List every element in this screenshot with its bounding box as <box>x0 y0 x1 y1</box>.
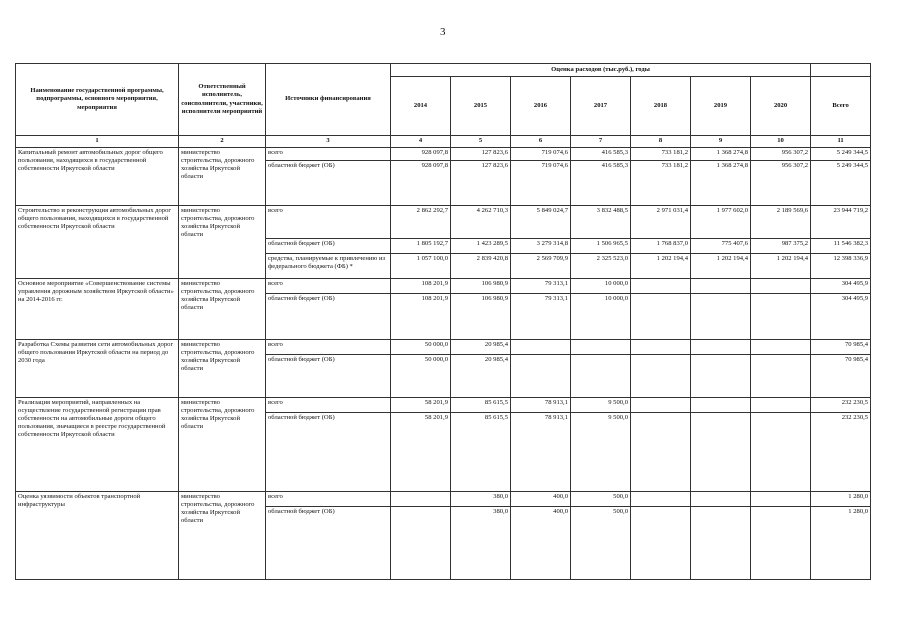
header-year: 2018 <box>631 77 691 136</box>
year-value: 85 615,5 <box>451 413 511 492</box>
total-value: 11 546 382,3 <box>811 239 871 254</box>
year-value: 78 913,1 <box>511 413 571 492</box>
year-value <box>571 340 631 355</box>
header-total: Всего <box>811 77 871 136</box>
header-year: 2020 <box>751 77 811 136</box>
year-value <box>631 340 691 355</box>
column-number: 9 <box>691 136 751 148</box>
total-value: 304 495,9 <box>811 294 871 340</box>
column-number: 11 <box>811 136 871 148</box>
year-value <box>691 507 751 580</box>
table-row <box>16 340 871 355</box>
funding-source: всего <box>266 492 391 507</box>
funding-source: областной бюджет (ОБ) <box>266 239 391 254</box>
column-number: 8 <box>631 136 691 148</box>
budget-table <box>15 63 871 580</box>
year-value <box>571 355 631 398</box>
total-value: 70 985,4 <box>811 340 871 355</box>
table-row <box>16 492 871 507</box>
column-number: 6 <box>511 136 571 148</box>
funding-source: всего <box>266 148 391 161</box>
table-row <box>16 206 871 239</box>
year-value: 20 985,4 <box>451 355 511 398</box>
year-value: 108 201,9 <box>391 279 451 294</box>
activity-name: Основное мероприятие «Совершенствование системы управления дорожным хозяйством Иркутской области» на 2014-2016 гг. <box>16 279 179 340</box>
year-value: 1 202 194,4 <box>691 254 751 279</box>
header-sources: Источники финансирования <box>266 64 391 136</box>
header-year: 2017 <box>571 77 631 136</box>
year-value: 1 977 602,0 <box>691 206 751 239</box>
year-value: 50 000,0 <box>391 340 451 355</box>
year-value: 1 805 192,7 <box>391 239 451 254</box>
year-value: 79 313,1 <box>511 294 571 340</box>
year-value: 380,0 <box>451 492 511 507</box>
year-value: 9 500,0 <box>571 398 631 413</box>
year-value <box>751 340 811 355</box>
year-value: 2 325 523,0 <box>571 254 631 279</box>
year-value <box>631 413 691 492</box>
year-value <box>631 507 691 580</box>
year-value: 1 057 100,0 <box>391 254 451 279</box>
year-value: 956 307,2 <box>751 161 811 206</box>
year-value <box>691 355 751 398</box>
year-value <box>751 294 811 340</box>
year-value: 956 307,2 <box>751 148 811 161</box>
year-value <box>691 294 751 340</box>
year-value: 58 201,9 <box>391 413 451 492</box>
table-row <box>16 279 871 294</box>
activity-name: Капитальный ремонт автомобильных дорог общего пользования, находящихся в государственной собственности Иркутской области <box>16 148 179 206</box>
year-value: 1 202 194,4 <box>631 254 691 279</box>
total-value: 232 230,5 <box>811 413 871 492</box>
total-value: 1 280,0 <box>811 507 871 580</box>
year-value: 928 097,8 <box>391 148 451 161</box>
year-value: 1 423 289,5 <box>451 239 511 254</box>
year-value: 2 569 709,9 <box>511 254 571 279</box>
column-number: 7 <box>571 136 631 148</box>
header-estimate: Оценка расходов (тыс.руб.), годы <box>391 64 811 77</box>
funding-source: всего <box>266 340 391 355</box>
executor: министерство строительства, дорожного хозяйства Иркутской области <box>179 340 266 398</box>
year-value <box>631 355 691 398</box>
year-value: 1 368 274,8 <box>691 161 751 206</box>
year-value: 400,0 <box>511 492 571 507</box>
activity-name: Реализация мероприятий, направленных на осуществление государственной регистрации прав собственности на автомобильные дороги общего пользования, значащиеся в реестре государственной собственности Иркутской области <box>16 398 179 492</box>
year-value: 2 189 569,6 <box>751 206 811 239</box>
executor: министерство строительства, дорожного хозяйства Иркутской области <box>179 148 266 206</box>
table-row <box>16 398 871 413</box>
year-value <box>691 413 751 492</box>
year-value: 775 407,6 <box>691 239 751 254</box>
year-value: 2 971 031,4 <box>631 206 691 239</box>
year-value <box>391 507 451 580</box>
year-value <box>391 492 451 507</box>
funding-source: всего <box>266 279 391 294</box>
year-value: 106 980,9 <box>451 279 511 294</box>
year-value: 500,0 <box>571 492 631 507</box>
executor: министерство строительства, дорожного хозяйства Иркутской области <box>179 206 266 279</box>
total-value: 232 230,5 <box>811 398 871 413</box>
header-year: 2014 <box>391 77 451 136</box>
year-value: 2 839 420,8 <box>451 254 511 279</box>
year-value <box>631 492 691 507</box>
year-value: 733 181,2 <box>631 161 691 206</box>
year-value: 9 500,0 <box>571 413 631 492</box>
year-value: 79 313,1 <box>511 279 571 294</box>
column-number: 10 <box>751 136 811 148</box>
funding-source: областной бюджет (ОБ) <box>266 294 391 340</box>
column-number: 1 <box>16 136 179 148</box>
year-value <box>751 492 811 507</box>
header-year: 2019 <box>691 77 751 136</box>
year-value <box>631 294 691 340</box>
year-value: 10 000,0 <box>571 279 631 294</box>
table-row <box>16 148 871 161</box>
year-value: 4 262 710,3 <box>451 206 511 239</box>
total-value: 5 249 344,5 <box>811 161 871 206</box>
total-value: 304 495,9 <box>811 279 871 294</box>
year-value: 416 585,3 <box>571 161 631 206</box>
funding-source: областной бюджет (ОБ) <box>266 507 391 580</box>
year-value <box>751 355 811 398</box>
year-value: 719 074,6 <box>511 148 571 161</box>
year-value <box>691 340 751 355</box>
year-value: 1 202 194,4 <box>751 254 811 279</box>
column-number: 3 <box>266 136 391 148</box>
column-number: 5 <box>451 136 511 148</box>
year-value <box>691 279 751 294</box>
year-value: 1 768 837,0 <box>631 239 691 254</box>
total-value: 12 398 336,9 <box>811 254 871 279</box>
year-value: 10 000,0 <box>571 294 631 340</box>
header-blank <box>811 64 871 77</box>
year-value <box>751 507 811 580</box>
funding-source: всего <box>266 398 391 413</box>
year-value: 20 985,4 <box>451 340 511 355</box>
funding-source: областной бюджет (ОБ) <box>266 413 391 492</box>
year-value: 50 000,0 <box>391 355 451 398</box>
year-value <box>631 279 691 294</box>
header-year: 2015 <box>451 77 511 136</box>
funding-source: областной бюджет (ОБ) <box>266 161 391 206</box>
total-value: 1 280,0 <box>811 492 871 507</box>
year-value: 3 279 314,8 <box>511 239 571 254</box>
header-name: Наименование государственной программы, подпрограммы, основного мероприятия, мероприятия <box>16 64 179 136</box>
activity-name: Разработка Схемы развития сети автомобильных дорог общего пользования Иркутской области на период до 2030 года <box>16 340 179 398</box>
year-value: 1 506 965,5 <box>571 239 631 254</box>
year-value <box>751 413 811 492</box>
header-executor: Ответственный исполнитель, соисполнители, участники, исполнители мероприятий <box>179 64 266 136</box>
year-value: 987 375,2 <box>751 239 811 254</box>
year-value <box>751 279 811 294</box>
year-value: 58 201,9 <box>391 398 451 413</box>
year-value: 733 181,2 <box>631 148 691 161</box>
year-value <box>511 355 571 398</box>
funding-source: всего <box>266 206 391 239</box>
activity-name: Строительство и реконструкция автомобильных дорог общего пользования, находящихся в государственной собственности Иркутской области <box>16 206 179 279</box>
year-value: 127 823,6 <box>451 148 511 161</box>
year-value: 380,0 <box>451 507 511 580</box>
year-value: 108 201,9 <box>391 294 451 340</box>
funding-source: областной бюджет (ОБ) <box>266 355 391 398</box>
page-number: 3 <box>440 26 446 38</box>
activity-name: Оценка уязвимости объектов транспортной инфраструктуры <box>16 492 179 580</box>
year-value <box>751 398 811 413</box>
funding-source: средства, планируемые к привлечению из федерального бюджета (ФБ) * <box>266 254 391 279</box>
year-value: 78 913,1 <box>511 398 571 413</box>
total-value: 70 985,4 <box>811 355 871 398</box>
executor: министерство строительства, дорожного хозяйства Иркутской области <box>179 492 266 580</box>
total-value: 5 249 344,5 <box>811 148 871 161</box>
year-value: 5 849 024,7 <box>511 206 571 239</box>
year-value <box>691 398 751 413</box>
year-value: 2 862 292,7 <box>391 206 451 239</box>
column-number: 2 <box>179 136 266 148</box>
year-value: 1 368 274,8 <box>691 148 751 161</box>
year-value: 3 832 488,5 <box>571 206 631 239</box>
year-value: 85 615,5 <box>451 398 511 413</box>
year-value: 127 823,6 <box>451 161 511 206</box>
executor: министерство строительства, дорожного хозяйства Иркутской области <box>179 279 266 340</box>
header-year: 2016 <box>511 77 571 136</box>
year-value <box>631 398 691 413</box>
year-value: 719 074,6 <box>511 161 571 206</box>
column-number: 4 <box>391 136 451 148</box>
year-value: 400,0 <box>511 507 571 580</box>
total-value: 23 944 719,2 <box>811 206 871 239</box>
executor: министерство строительства, дорожного хозяйства Иркутской области <box>179 398 266 492</box>
year-value: 500,0 <box>571 507 631 580</box>
year-value: 416 585,3 <box>571 148 631 161</box>
year-value <box>691 492 751 507</box>
year-value <box>511 340 571 355</box>
year-value: 106 980,9 <box>451 294 511 340</box>
year-value: 928 097,8 <box>391 161 451 206</box>
